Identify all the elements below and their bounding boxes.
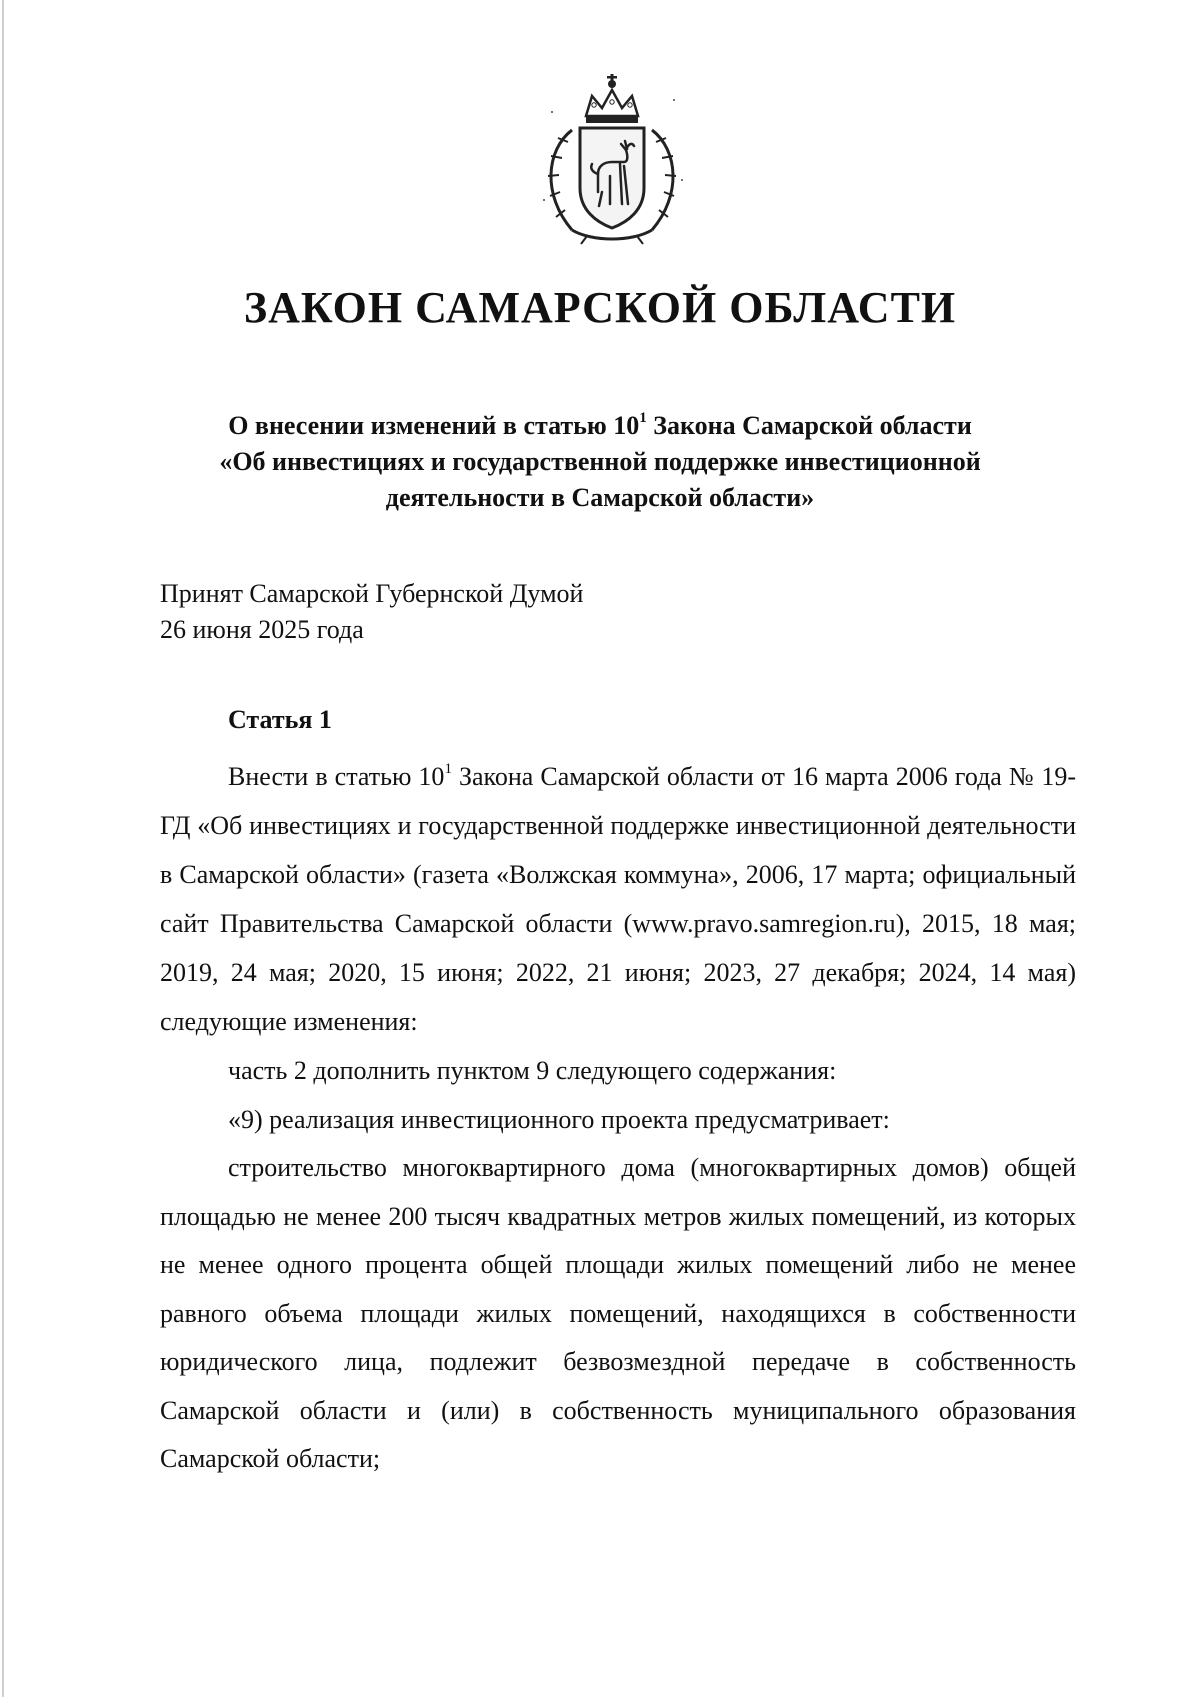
subtitle-line-1-part-a: О внесении изменений в статью 10	[228, 411, 640, 440]
article-heading: Статья 1	[228, 705, 332, 734]
article-paragraph-1	[160, 752, 1076, 1046]
adopted-by: Принят Самарской Губернской Думой	[160, 579, 584, 608]
paragraph-1-part-a: Внести в статью 10	[228, 762, 445, 791]
samara-coat-of-arms-icon	[532, 60, 692, 245]
adoption-info	[160, 576, 583, 648]
adopted-date: 26 июня 2025 года	[160, 615, 364, 644]
subtitle-superscript: 1	[639, 410, 647, 427]
law-title: ЗАКОН САМАРСКОЙ ОБЛАСТИ	[243, 283, 957, 332]
law-subtitle	[120, 408, 1080, 516]
subtitle-line-2: «Об инвестициях и государственной поддержке инвестиционной	[219, 447, 981, 476]
subtitle-line-1	[120, 408, 1080, 444]
article-paragraph-3: «9) реализация инвестиционного проекта предусматривает:	[228, 1105, 890, 1134]
article-body	[160, 752, 1076, 1484]
subtitle-line-1-part-b: Закона Самарской области	[646, 411, 972, 440]
article-paragraph-2: часть 2 дополнить пунктом 9 следующего содержания:	[228, 1056, 837, 1085]
subtitle-line-3: деятельности в Самарской области»	[385, 483, 815, 512]
scan-left-edge	[2, 0, 4, 1697]
article-paragraph-4: строительство многоквартирного дома (многоквартирных домов) общей площадью не менее 200 тысяч квадратных метров жилых помещений, из которых не менее одного процента общей площади жилых помещений либо не менее равного объема площади жилых помещений, находящихся в собственности юридического лица, подлежит безвозмездной передаче в собственность Самарской области и (или) в собственность муниципального образования Самарской области;	[160, 1153, 1076, 1473]
paragraph-1-part-b: Закона Самарской области от 16 марта 2006 года № 19-ГД «Об инвестициях и государственной поддержке инвестиционной деятельности в Самарской области» (газета «Волжская коммуна», 2006, 17 марта; официальный сайт Правительства Самарской области (www.pravo.samregion.ru), 2015, 18 мая; 2019, 24 мая; 2020, 15 июня; 2022, 21 июня; 2023, 27 декабря; 2024, 14 мая) следующие изменения:	[160, 762, 1076, 1036]
paragraph-1-superscript: 1	[444, 761, 452, 778]
